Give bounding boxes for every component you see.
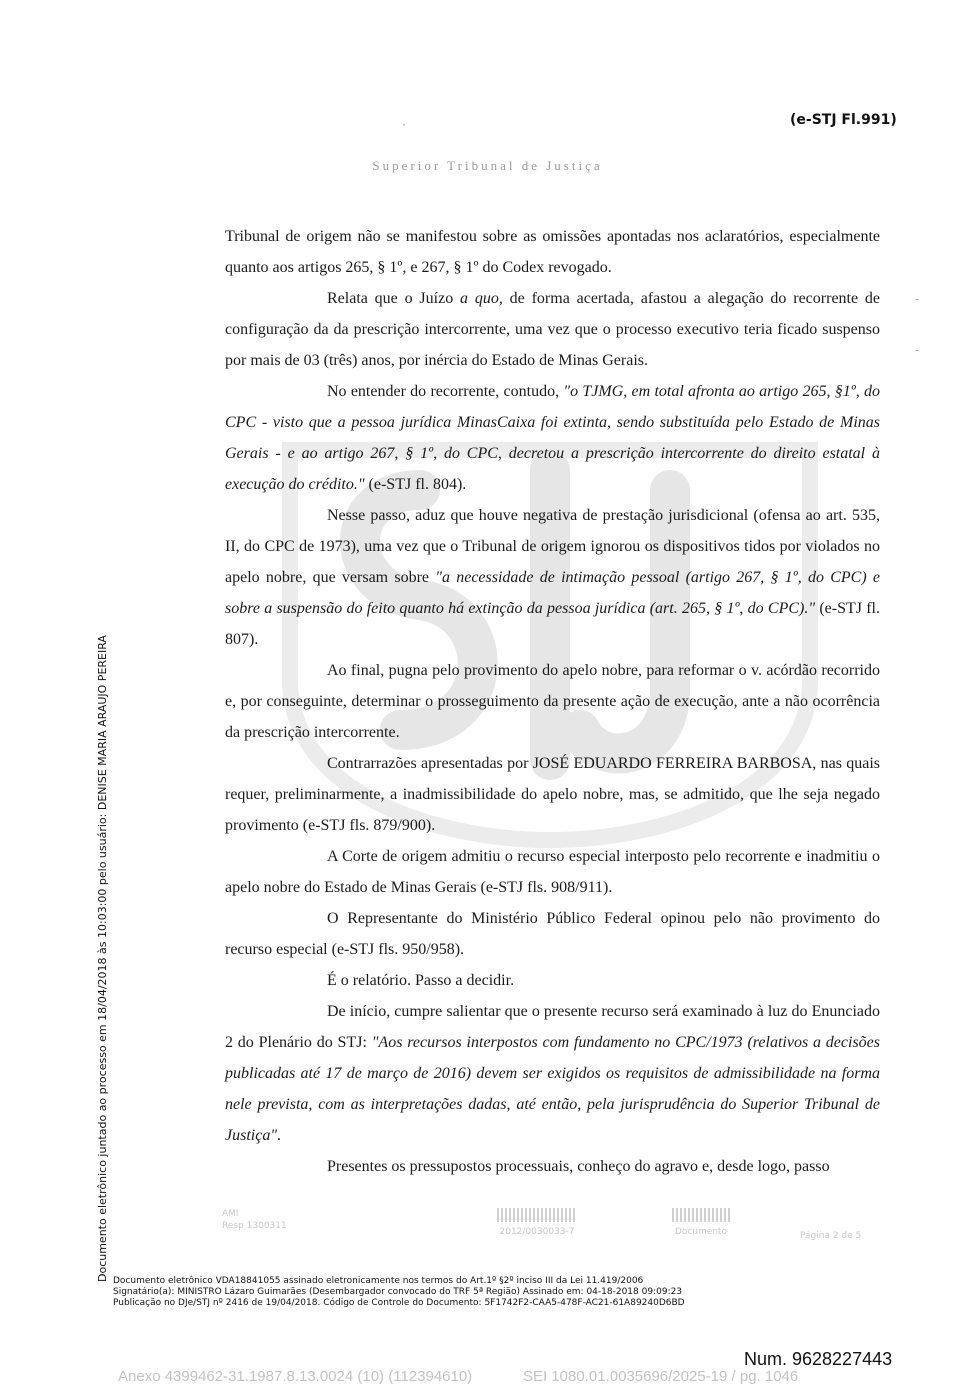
annex-stamp	[118, 1368, 799, 1385]
paragraph-11: Presentes os pressupostos processuais, conheço do agravo e, desde logo, passo	[327, 1158, 830, 1175]
barcode-graphic	[497, 1208, 577, 1222]
signature-line-1: Documento eletrônico VDA18841055 assinado eletronicamente nos termos do Art.1º §2º inciso III da Lei 11.419/2006	[113, 1276, 644, 1286]
paragraph-8: O Representante do Ministério Público Federal opinou pelo não provimento do recurso especial (e-STJ fls. 950/958).	[225, 910, 880, 958]
court-header	[0, 158, 975, 174]
footer-author-block: AMI Resp 1300311	[222, 1209, 287, 1231]
court-name: Superior Tribunal de Justiça	[372, 158, 603, 173]
footer-barcode-1: 2012/0030033-7	[497, 1208, 577, 1238]
paragraph-2: Relata que o Juízo a quo, de forma acertada, afastou a alegação do recorrente de configuração da da prescrição intercorrente, uma vez que o processo executivo teria ficado suspenso por mais de 03 (três) anos, por inércia do Estado de Minas Gerais.	[225, 290, 881, 369]
paragraph-4: Nesse passo, aduz que houve negativa de prestação jurisdicional (ofensa ao art. 535, II, do CPC de 1973), uma vez que o Tribunal de origem ignorou os dispositivos tidos por violados no apelo nobre, que versam sobre "a necessidade de intimação pessoal (artigo 267, § 1º, do CPC) e sobre a suspensão do feito quanto há extinção da pessoa jurídica (art. 265, § 1º, do CPC)." (e-STJ fl. 807).	[225, 507, 880, 648]
annex-reference: Anexo 4399462-31.1987.8.13.0024 (10) (112394610)	[118, 1368, 473, 1385]
footer-barcode-2: Documento	[672, 1208, 730, 1238]
footer-page-count: Página 2 de 5	[800, 1231, 862, 1241]
paragraph-10: De início, cumpre salientar que o presente recurso será examinado à luz do Enunciado 2 do Plenário do STJ: "Aos recursos interpostos com fundamento no CPC/1973 (relativos a decisões publicadas até 17 de março de 2016) devem ser exigidos os requisitos de admissibilidade na forma nele prevista, com as interpretações dadas, até então, pela jurisprudência do Superior Tribunal de Justiça".	[225, 1003, 881, 1144]
signature-line-2: Signatário(a): MINISTRO Lázaro Guimarães (Desembargador convocado do TRF 5ª Região) Assinado em: 04-18-2018 09:09:23	[113, 1287, 683, 1297]
stj-page-reference: (e-STJ Fl.991)	[790, 112, 897, 128]
scan-speck: -	[915, 292, 920, 306]
paragraph-3: No entender do recorrente, contudo, "o TJMG, em total afronta ao artigo 265, §1º, do CPC - visto que a pessoa jurídica MinasCaixa foi extinta, sendo substituída pelo Estado de Minas Gerais - e ao artigo 267, § 1º, do CPC, decretou a prescrição intercorrente do direito estatal à execução do crédito." (e-STJ fl. 804).	[225, 383, 881, 493]
paragraph-6: Contrarrazões apresentadas por JOSÉ EDUARDO FERREIRA BARBOSA, nas quais requer, preliminarmente, a inadmissibilidade do apelo nobre, mas, se admitido, que lhe seja negado provimento (e-STJ fls. 879/900).	[225, 755, 880, 834]
signature-block	[113, 1276, 685, 1309]
paragraph-5: Ao final, pugna pelo provimento do apelo nobre, para reformar o v. acórdão recorrido e, por conseguinte, determinar o prosseguimento da presente ação de execução, ante a não ocorrência da prescrição intercorrente.	[225, 662, 880, 741]
document-number: Num. 9628227443	[744, 1349, 893, 1369]
body-text	[225, 221, 880, 1182]
scan-speck: ·	[402, 118, 406, 132]
side-note-vertical: Documento eletrônico juntado ao processo em 18/04/2018 às 10:03:00 pelo usuário: DENISE MARIA ARAUJO PEREIRA	[96, 635, 109, 1282]
sei-reference: SEI 1080.01.0035696/2025-19 / pg. 1046	[523, 1368, 799, 1385]
barcode-graphic	[672, 1208, 730, 1222]
signature-line-3: Publicação no DJe/STJ nº 2416 de 19/04/2018. Código de Controle do Documento: 5F1742F2-CAA5-478F-AC21-61A89240D6BD	[113, 1298, 685, 1308]
paragraph-7: A Corte de origem admitiu o recurso especial interposto pelo recorrente e inadmitiu o apelo nobre do Estado de Minas Gerais (e-STJ fls. 908/911).	[225, 848, 880, 896]
paragraph-1: Tribunal de origem não se manifestou sobre as omissões apontadas nos aclaratórios, especialmente quanto aos artigos 265, § 1º, e 267, § 1º do Codex revogado.	[225, 228, 880, 276]
paragraph-9: É o relatório. Passo a decidir.	[327, 972, 515, 989]
faded-page-footer	[222, 1208, 882, 1248]
scan-speck: -	[915, 343, 920, 357]
